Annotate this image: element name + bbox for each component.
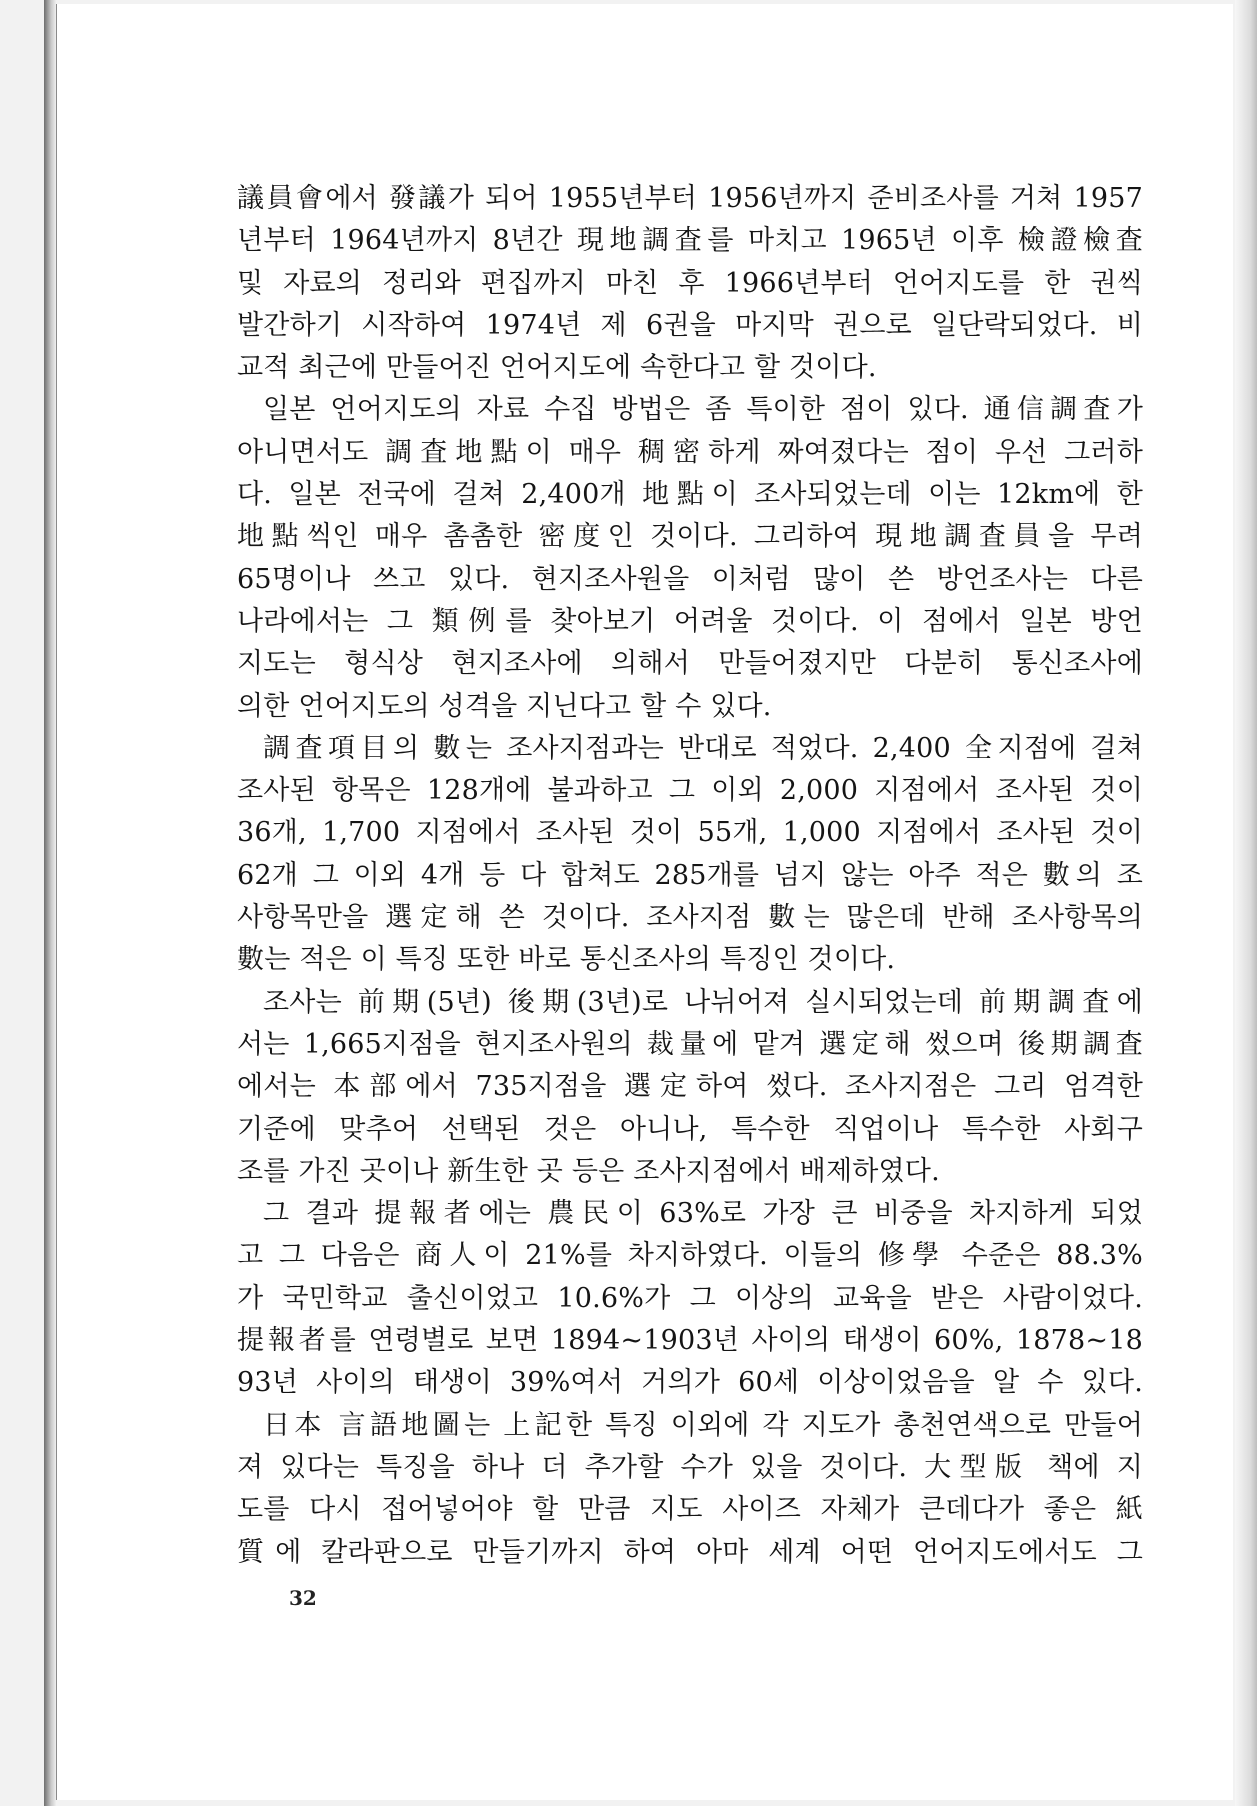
page-number: 32 bbox=[289, 1586, 317, 1610]
text-line: 고 그 다음은 商人이 21%를 차지하였다. 이들의 修學 수준은 88.3% bbox=[237, 1240, 1143, 1272]
book-page bbox=[56, 4, 1233, 1800]
body-text bbox=[237, 178, 1143, 1574]
text-line: 日本 言語地圖는 上記한 특징 이외에 각 지도가 총천연색으로 만들어 bbox=[263, 1409, 1143, 1441]
text-line: 조를 가진 곳이나 新生한 곳 등은 조사지점에서 배제하였다. bbox=[237, 1155, 940, 1187]
text-line: 地點씩인 매우 촘촘한 密度인 것이다. 그리하여 現地調査員을 무려 bbox=[237, 521, 1143, 553]
text-line: 調査項目의 數는 조사지점과는 반대로 적었다. 2,400 全지점에 걸쳐 bbox=[263, 732, 1143, 764]
text-line: 년부터 1964년까지 8년간 現地調査를 마치고 1965년 이후 檢證檢査 bbox=[237, 225, 1143, 257]
text-line: 質에 칼라판으로 만들기까지 하여 아마 세계 어떤 언어지도에서도 그 bbox=[237, 1536, 1143, 1568]
text-line: 數는 적은 이 특징 또한 바로 통신조사의 특징인 것이다. bbox=[237, 944, 896, 976]
text-line: 36개, 1,700 지점에서 조사된 것이 55개, 1,000 지점에서 조사된 것이 bbox=[237, 817, 1143, 849]
text-line: 도를 다시 접어넣어야 할 만큼 지도 사이즈 자체가 큰데다가 좋은 紙 bbox=[237, 1494, 1143, 1526]
page-binding-shadow bbox=[44, 0, 56, 1806]
text-line: 일본 언어지도의 자료 수집 방법은 좀 특이한 점이 있다. 通信調査가 bbox=[263, 394, 1143, 426]
text-line: 아니면서도 調査地點이 매우 稠密하게 짜여졌다는 점이 우선 그러하 bbox=[237, 436, 1143, 468]
text-line: 발간하기 시작하여 1974년 제 6권을 마지막 권으로 일단락되었다. 비 bbox=[237, 309, 1143, 341]
text-line: 지도는 형식상 현지조사에 의해서 만들어졌지만 다분히 통신조사에 bbox=[237, 648, 1143, 680]
text-line: 다. 일본 전국에 걸쳐 2,400개 地點이 조사되었는데 이는 12km에 한 bbox=[237, 479, 1143, 511]
text-line: 져 있다는 특징을 하나 더 추가할 수가 있을 것이다. 大型版 책에 지 bbox=[237, 1451, 1143, 1483]
text-line: 조사는 前期(5년) 後期(3년)로 나뉘어져 실시되었는데 前期調査에 bbox=[263, 986, 1143, 1018]
text-line: 사항목만을 選定해 쓴 것이다. 조사지점 數는 많은데 반해 조사항목의 bbox=[237, 902, 1143, 934]
text-line: 서는 1,665지점을 현지조사원의 裁量에 맡겨 選定해 썼으며 後期調査 bbox=[237, 1028, 1143, 1060]
text-line: 提報者를 연령별로 보면 1894~1903년 사이의 태생이 60%, 1878~18 bbox=[237, 1325, 1143, 1357]
text-line: 93년 사이의 태생이 39%여서 거의가 60세 이상이었음을 알 수 있다. bbox=[237, 1367, 1143, 1399]
text-line: 에서는 本部에서 735지점을 選定하여 썼다. 조사지점은 그리 엄격한 bbox=[237, 1071, 1143, 1103]
page-edge-shadow bbox=[1235, 0, 1257, 1806]
text-line: 조사된 항목은 128개에 불과하고 그 이외 2,000 지점에서 조사된 것이 bbox=[237, 775, 1143, 807]
text-line: 나라에서는 그 類例를 찾아보기 어려울 것이다. 이 점에서 일본 방언 bbox=[237, 605, 1143, 637]
text-line: 가 국민학교 출신이었고 10.6%가 그 이상의 교육을 받은 사람이었다. bbox=[237, 1282, 1143, 1314]
text-line: 의한 언어지도의 성격을 지닌다고 할 수 있다. bbox=[237, 690, 772, 722]
text-line: 기준에 맞추어 선택된 것은 아니나, 특수한 직업이나 특수한 사회구 bbox=[237, 1113, 1143, 1145]
text-line: 62개 그 이외 4개 등 다 합쳐도 285개를 넘지 않는 아주 적은 數의 조 bbox=[237, 859, 1143, 891]
text-line: 그 결과 提報者에는 農民이 63%로 가장 큰 비중을 차지하게 되었 bbox=[263, 1198, 1143, 1230]
text-line: 議員會에서 發議가 되어 1955년부터 1956년까지 준비조사를 거쳐 1957 bbox=[237, 183, 1143, 214]
text-line: 및 자료의 정리와 편집까지 마친 후 1966년부터 언어지도를 한 권씩 bbox=[237, 267, 1143, 299]
text-line: 교적 최근에 만들어진 언어지도에 속한다고 할 것이다. bbox=[237, 352, 877, 384]
text-line: 65명이나 쓰고 있다. 현지조사원을 이처럼 많이 쓴 방언조사는 다른 bbox=[237, 563, 1143, 595]
